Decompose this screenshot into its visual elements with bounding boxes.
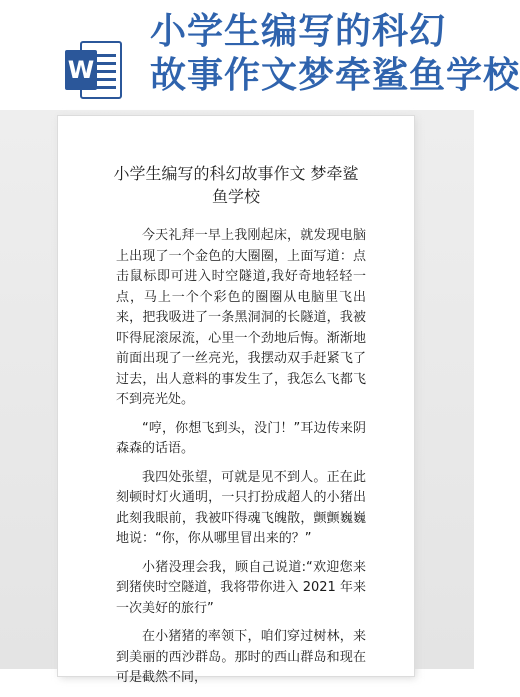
banner-title-line-1: 小学生编写的科幻 — [150, 11, 447, 52]
document-title-line-1: 小学生编写的科幻故事作文 梦牵鲨 — [113, 164, 359, 183]
paragraph: 小猪没理会我，顾自己说道:“欢迎您来到猪侠时空隧道，我将带你进入 2021 年来一次美好的旅行” — [116, 559, 366, 616]
document-body — [116, 226, 366, 697]
paragraph: 我四处张望，可就是见不到人。正在此刻顿时灯火通明，一只打扮成超人的小猪出此刻我眼前，我被吓得魂飞魄散，颤颤巍巍地说：“你，你从哪里冒出来的？” — [116, 469, 366, 546]
document-title-line-2: 鱼学校 — [211, 187, 260, 206]
paragraph: “哼，你想飞到头，没门！”耳边传来阴森森的话语。 — [116, 420, 366, 456]
document-title — [58, 162, 414, 208]
document-page — [57, 115, 415, 685]
word-document-icon — [63, 40, 123, 100]
paragraph: 今天礼拜一早上我刚起床，就发现电脑上出现了一个金色的大圈圈，上面写道：点击鼠标即可进入时空隧道,我好奇地轻轻一点，马上一个个彩色的圈圈从电脑里飞出来，把我吸进了一条黑洞洞的长隧道，我被吓得屁滚尿流，心里一个劲地后悔。渐渐地前面出现了一丝亮光，我摆动双手赶紧飞了过去，出人意料的事发生了，我怎么飞都飞不到亮光处。 — [116, 228, 366, 407]
banner-title-line-2: 故事作文梦牵鲨鱼学校 — [150, 55, 520, 96]
paragraph: 在小猪猪的率领下，咱们穿过树林，来到美丽的西沙群岛。那时的西山群岛和现在可是截然不同， — [116, 629, 366, 685]
banner-title — [150, 10, 520, 98]
word-logo-letter: W — [67, 56, 95, 84]
banner — [0, 0, 520, 110]
